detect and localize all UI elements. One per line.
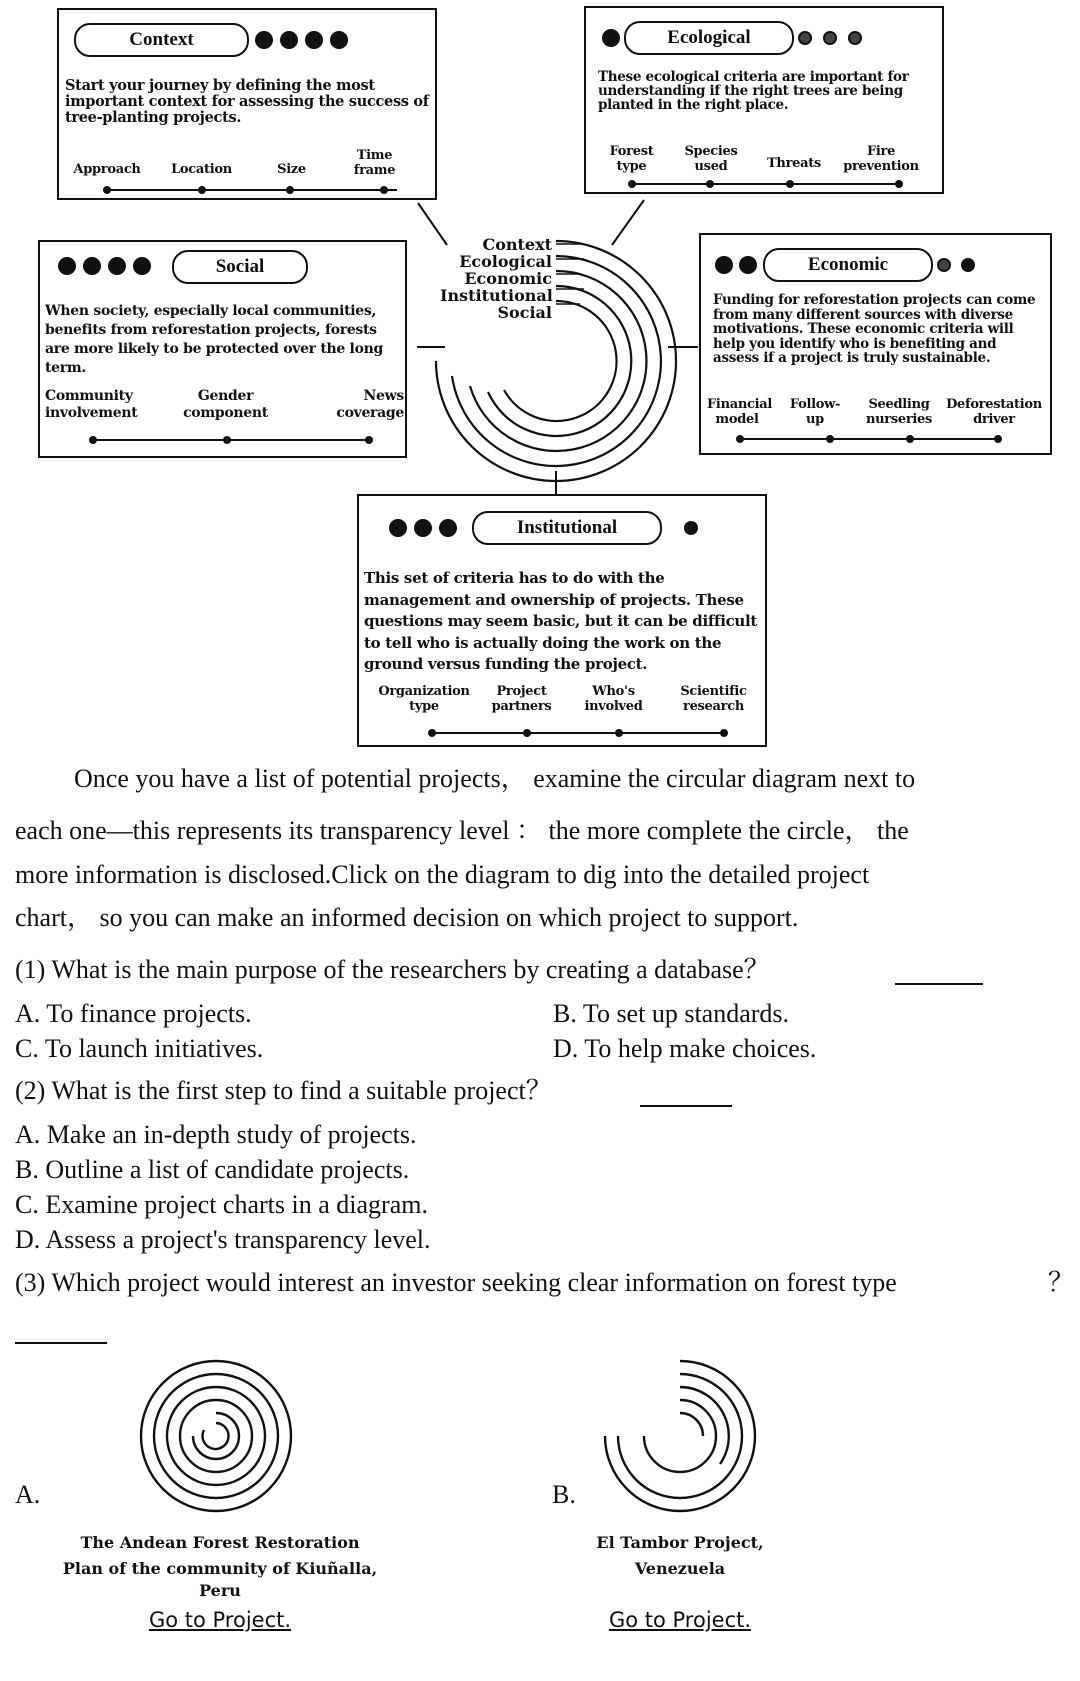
project-a-link[interactable]: Go to Project.: [148, 1608, 292, 1632]
timeline-dot: [628, 180, 636, 188]
answer-blank[interactable]: [640, 1105, 732, 1107]
criterion-organization-type: Organization type: [378, 684, 470, 714]
timeline-dot: [906, 435, 914, 443]
project-a-label: A.: [15, 1480, 41, 1509]
timeline-dot: [615, 729, 623, 737]
timeline-dot: [380, 186, 388, 194]
answer-blank[interactable]: [895, 983, 983, 985]
answer-blank[interactable]: [15, 1342, 107, 1344]
dot: [602, 29, 620, 47]
context-tag: Context: [74, 23, 249, 57]
criterion-news-coverage: News coverage: [336, 388, 404, 421]
dot: [389, 519, 407, 537]
timeline-dot: [365, 436, 373, 444]
question-3-text: (3) Which project would interest an investor seeking clear information on forest type: [15, 1268, 897, 1297]
criterion-seedling-nurseries: Seedling nurseries: [865, 397, 933, 427]
social-tag: Social: [172, 250, 308, 284]
legend-social: Social: [497, 303, 552, 322]
legend-context: Context: [482, 235, 552, 254]
project-b-name-line-2: Venezuela: [634, 1559, 726, 1578]
dot: [848, 31, 862, 45]
dot: [280, 31, 298, 49]
social-card: [38, 240, 407, 458]
context-description: Start your journey by defining the most important context for assessing the success of tree-planting projects.: [65, 77, 429, 126]
dot: [133, 257, 151, 275]
criterion-location: Location: [171, 162, 232, 177]
project-b-link[interactable]: Go to Project.: [608, 1608, 752, 1632]
passage-line-3: more information is disclosed.Click on the diagram to dig into the detailed project: [15, 860, 870, 889]
option-d[interactable]: D. To help make choices.: [553, 1034, 817, 1063]
ecological-description: These ecological criteria are important for understanding if the right trees are being planted in the right place.: [598, 69, 909, 113]
criterion-approach: Approach: [73, 162, 141, 177]
criterion-whos-involved: Who's involved: [584, 684, 643, 714]
project-b-name: [540, 1532, 820, 1579]
dot: [937, 258, 951, 272]
option-b[interactable]: B. Outline a list of candidate projects.: [15, 1155, 410, 1184]
project-b-label: B.: [552, 1480, 576, 1509]
criterion-community-involvement: Community involvement: [45, 388, 138, 421]
ecological-tag: Ecological: [624, 21, 794, 55]
diagram: [0, 0, 1080, 750]
timeline-dot: [706, 180, 714, 188]
criterion-follow-up: Follow-up: [789, 397, 841, 427]
project-a-transparency-diagram[interactable]: [136, 1356, 296, 1516]
dot: [798, 31, 812, 45]
dot: [330, 31, 348, 49]
timeline-dot: [286, 186, 294, 194]
dot: [739, 256, 757, 274]
context-card: [57, 8, 437, 200]
project-a-name-line-2: Plan of the community of Kiuñalla,: [62, 1559, 378, 1578]
dot: [305, 31, 323, 49]
economic-card: [699, 233, 1052, 455]
dot: [715, 256, 733, 274]
passage-line-2: each one—this represents its transparency level ： the more complete the circle， the: [15, 816, 909, 845]
criterion-size: Size: [277, 162, 306, 177]
timeline-dot: [736, 435, 744, 443]
timeline-dot: [103, 186, 111, 194]
timeline-dot: [523, 729, 531, 737]
timeline-dot: [786, 180, 794, 188]
economic-tag: Economic: [763, 248, 933, 282]
dot: [58, 257, 76, 275]
timeline-dot: [198, 186, 206, 194]
dot: [961, 258, 975, 272]
dot: [414, 519, 432, 537]
spiral-legend: [440, 236, 552, 321]
dot: [83, 257, 101, 275]
option-c[interactable]: C. Examine project charts in a diagram.: [15, 1190, 428, 1219]
timeline-dot: [223, 436, 231, 444]
dot: [823, 31, 837, 45]
criteria-timeline: [431, 732, 727, 734]
question-2-text: (2) What is the first step to find a suitable project？: [15, 1076, 552, 1105]
criterion-financial-model: Financial model: [707, 397, 773, 427]
social-description: When society, especially local communities, benefits from reforestation projects, forests are more likely to be protected over the long term.: [45, 303, 383, 376]
criterion-forest-type: Forest type: [609, 144, 654, 174]
option-b[interactable]: B. To set up standards.: [553, 999, 790, 1028]
dot: [439, 519, 457, 537]
passage-line-4: chart， so you can make an informed decision on which project to support.: [15, 903, 799, 932]
timeline-dot: [994, 435, 1002, 443]
project-a-name-line-1: The Andean Forest Restoration: [80, 1533, 360, 1552]
dot: [684, 521, 698, 535]
project-a-name: [50, 1532, 390, 1601]
criterion-deforestation-driver: Deforestation driver: [946, 397, 1042, 427]
timeline-dot: [720, 729, 728, 737]
legend-economic: Economic: [464, 269, 552, 288]
question-1-text: (1) What is the main purpose of the researchers by creating a database？: [15, 955, 770, 984]
institutional-card: [357, 494, 767, 747]
criteria-timeline: [739, 438, 999, 440]
dot: [255, 31, 273, 49]
legend-institutional: Institutional: [440, 286, 553, 305]
timeline-dot: [826, 435, 834, 443]
option-a[interactable]: A. To finance projects.: [15, 999, 252, 1028]
criterion-threats: Threats: [767, 156, 821, 171]
option-a[interactable]: A. Make an in-depth study of projects.: [15, 1120, 417, 1149]
dot: [108, 257, 126, 275]
criteria-timeline: [107, 189, 397, 191]
criterion-species-used: Species used: [684, 144, 738, 174]
timeline-dot: [895, 180, 903, 188]
institutional-tag: Institutional: [472, 511, 662, 545]
legend-ecological: Ecological: [459, 252, 552, 271]
timeline-dot: [428, 729, 436, 737]
option-d[interactable]: D. Assess a project's transparency level.: [15, 1225, 431, 1254]
criterion-fire-prevention: Fire prevention: [843, 144, 919, 174]
criteria-timeline: [632, 183, 902, 185]
criterion-gender-component: Gender component: [183, 388, 268, 421]
project-b-name-line-1: El Tambor Project,: [596, 1533, 764, 1552]
passage-line-1: Once you have a list of potential projects， examine the circular diagram next to: [74, 764, 916, 793]
criterion-time-frame: Time frame: [353, 148, 396, 178]
criterion-project-partners: Project partners: [491, 684, 552, 714]
option-c[interactable]: C. To launch initiatives.: [15, 1034, 264, 1063]
timeline-dot: [89, 436, 97, 444]
institutional-description: This set of criteria has to do with the management and ownership of projects. These questions may seem basic, but it can be difficult to tell who is actually doing the work on the ground versus funding the project.: [364, 569, 758, 673]
question-3-mark: ？: [1048, 1268, 1075, 1297]
economic-description: Funding for reforestation projects can come from many different sources with diverse motivations. These economic criteria will help you identify who is benefiting and assess if a project is truly sustainable.: [713, 292, 1036, 366]
project-a-name-line-3: Peru: [199, 1581, 241, 1600]
ecological-card: [584, 6, 944, 194]
project-b-transparency-diagram[interactable]: [600, 1356, 760, 1516]
criterion-scientific-research: Scientific research: [680, 684, 747, 714]
